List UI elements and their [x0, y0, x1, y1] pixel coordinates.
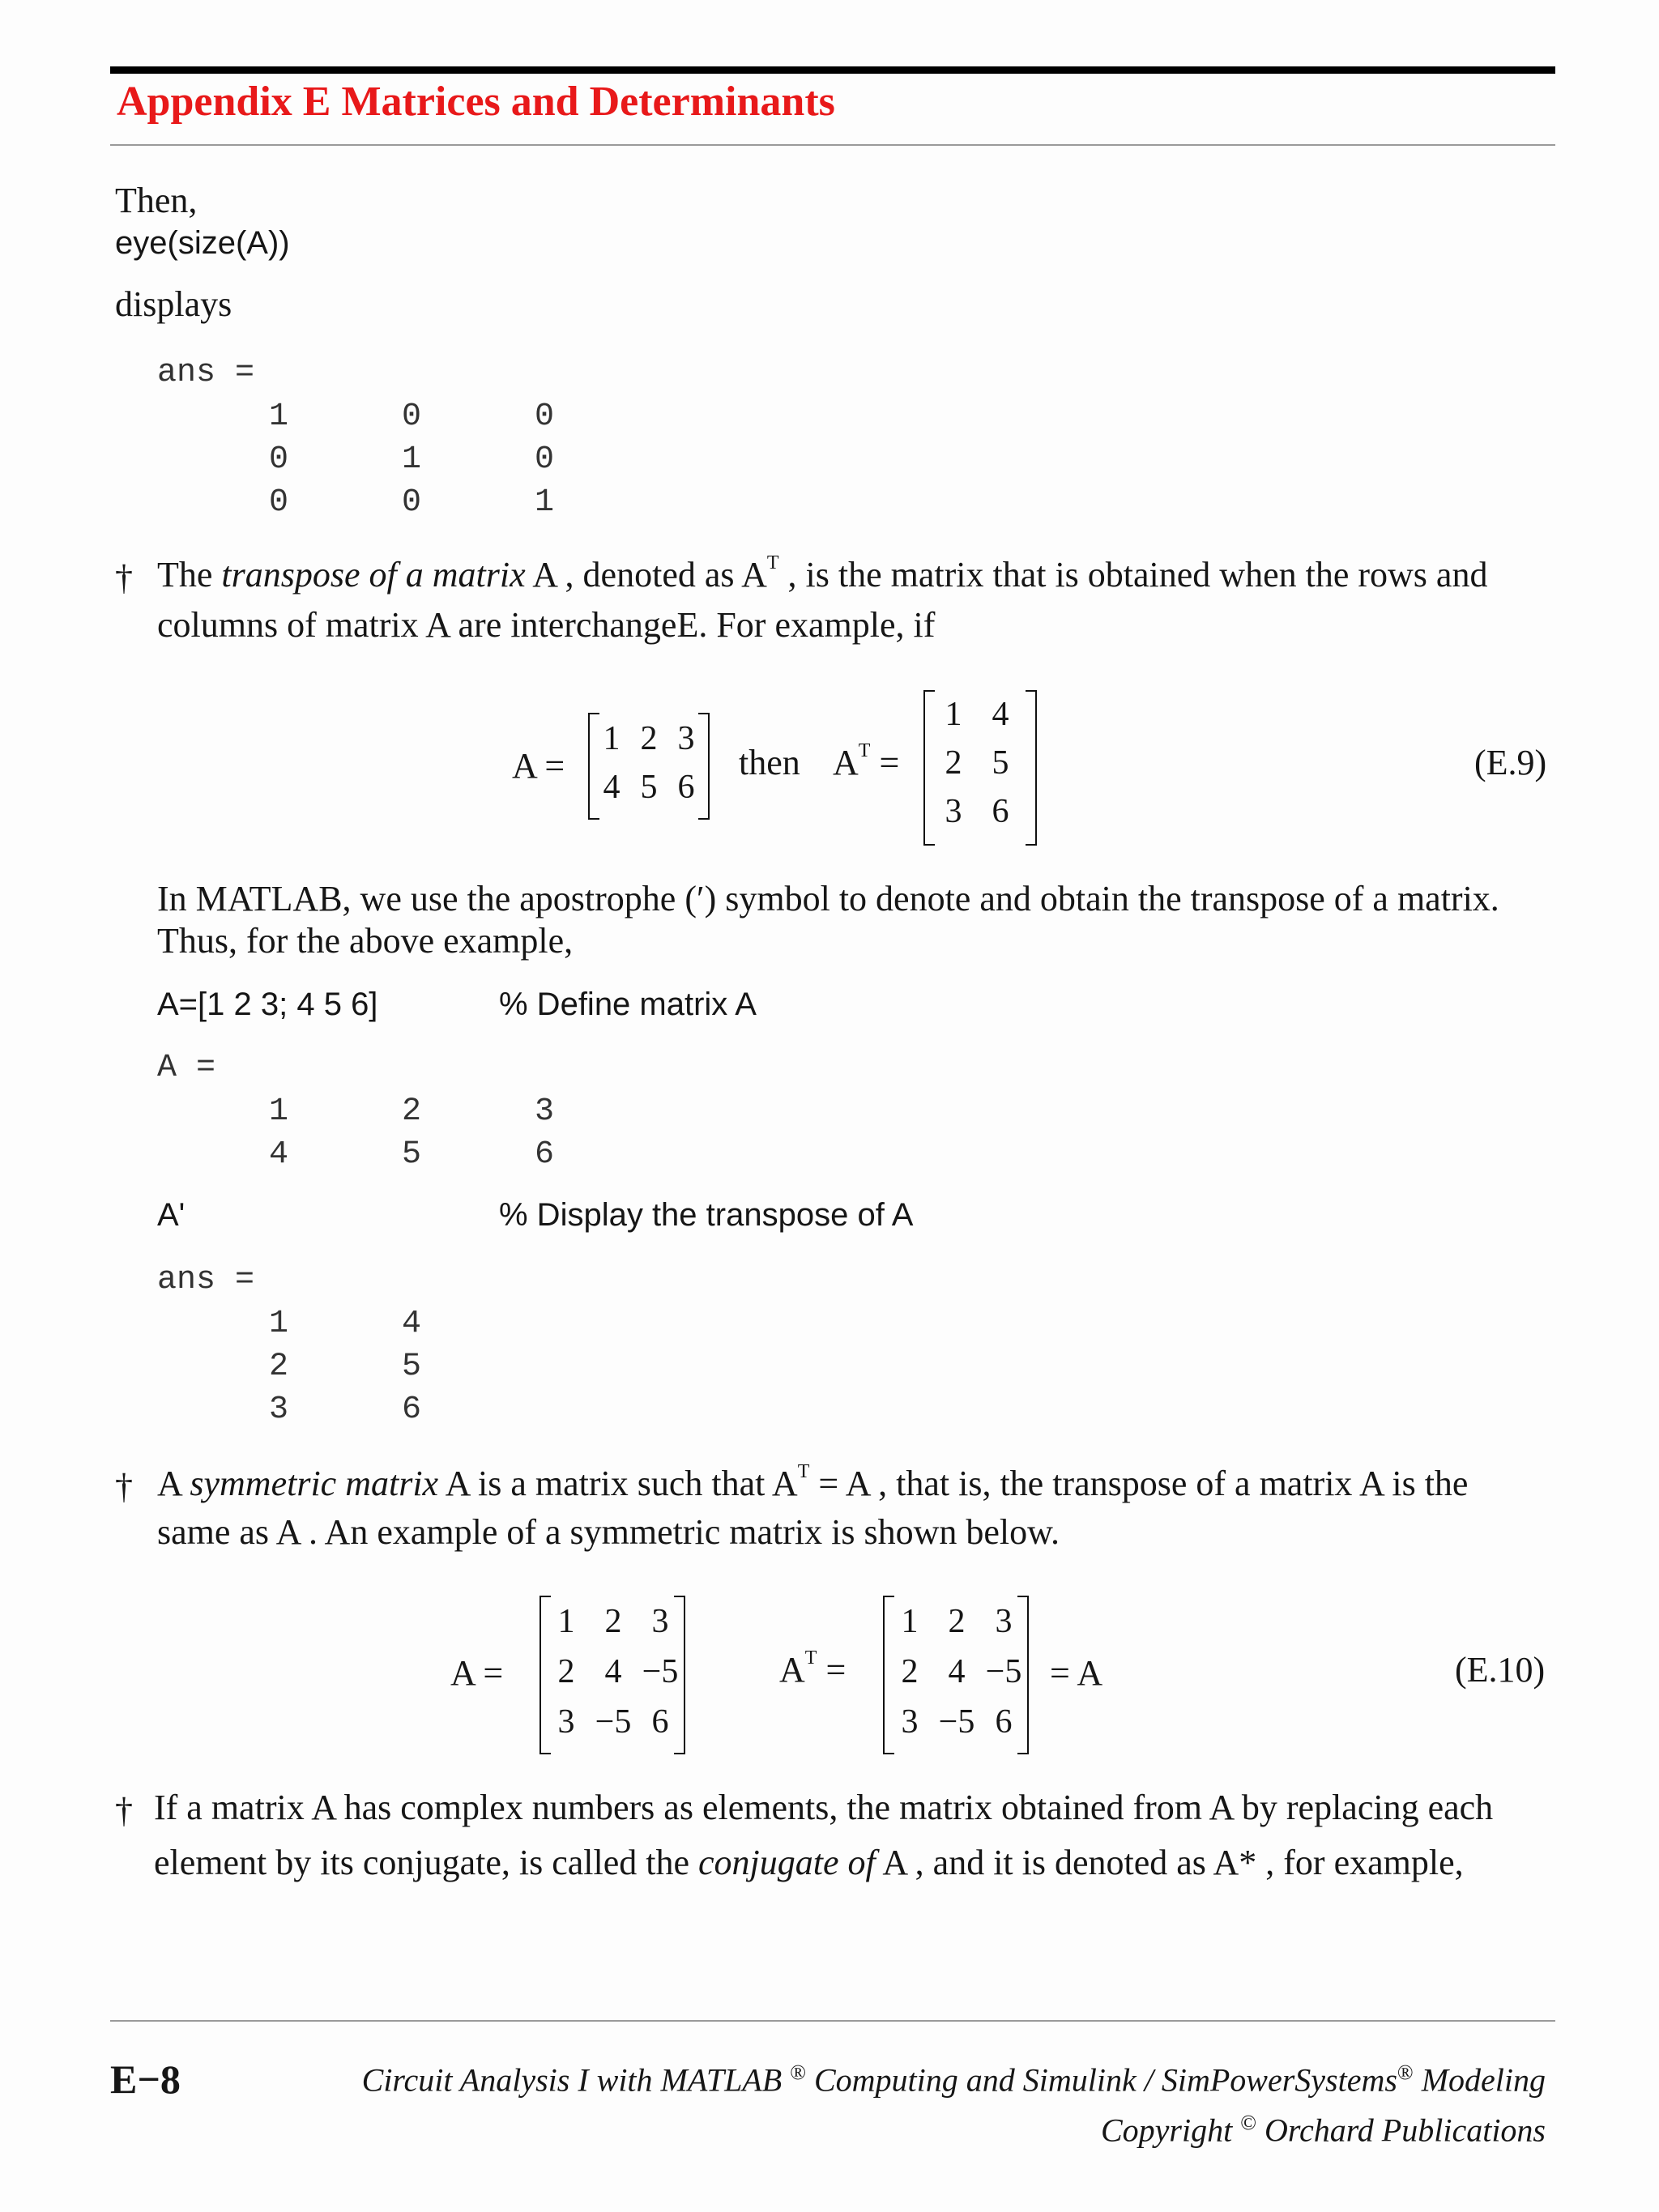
eq10-A-cell-r2c3: −5 — [642, 1653, 679, 1690]
identity-cell-r2c1: 0 — [269, 441, 289, 478]
eq9-A-cell-r1c1: 1 — [603, 720, 621, 757]
identity-cell-r1c1: 1 — [269, 399, 289, 435]
eq10-equals-A: = A — [1050, 1653, 1103, 1693]
eq9-AT-cell-r2c1: 2 — [945, 744, 962, 782]
eq10-A-cell-r1c3: 3 — [651, 1603, 669, 1640]
eq10-AT-label: $A^T$ = — [779, 1647, 847, 1690]
bullet-dagger: † — [115, 558, 133, 598]
eq9-then: then — [739, 743, 800, 782]
eq10-number: (E.10) — [1455, 1650, 1546, 1690]
eq10-A-cell-r2c2: 4 — [604, 1653, 622, 1690]
eq10-AT-cell-r2c3: −5 — [985, 1653, 1022, 1690]
identity-cell-r1c3: 0 — [535, 399, 555, 435]
eq10-matrix-AT — [883, 1596, 1029, 1754]
header-rule — [110, 66, 1555, 74]
text-then: Then, — [115, 181, 198, 220]
eq10-AT-cell-r3c2: −5 — [938, 1703, 975, 1741]
output-AT-cell-r2c2: 5 — [402, 1349, 422, 1385]
transpose-definition-line2: columns of matrix A are interchangeE. For example, if — [157, 605, 936, 645]
eq9-A-cell-r1c2: 2 — [640, 720, 658, 757]
identity-cell-r3c3: 1 — [535, 484, 555, 521]
bullet-dagger-3: † — [115, 1791, 133, 1831]
eq9-number: (E.9) — [1474, 743, 1547, 782]
symmetric-definition-line2: same as A . An example of a symmetric matrix is shown below. — [157, 1512, 1060, 1552]
eq10-AT-cell-r2c1: 2 — [901, 1653, 919, 1690]
output-A-cell-r2c3: 6 — [535, 1136, 555, 1173]
eq9-A-cell-r1c3: 3 — [677, 720, 695, 757]
eq9-matrix-AT — [923, 690, 1037, 846]
eq10-matrix-A — [539, 1596, 685, 1754]
output-A-cell-r2c2: 5 — [402, 1136, 422, 1173]
eq9-AT-cell-r1c1: 1 — [945, 696, 962, 733]
output-AT-cell-r2c1: 2 — [269, 1349, 289, 1385]
eq9-matrix-A — [588, 713, 710, 820]
output-AT-cell-r3c2: 6 — [402, 1392, 422, 1428]
output-ans-label: ans = — [157, 355, 255, 391]
copyright: Copyright © Orchard Publications — [1100, 2111, 1546, 2149]
eq9-lhs: A = — [512, 746, 565, 786]
eq10-AT-cell-r3c1: 3 — [901, 1703, 919, 1741]
eq9-AT-cell-r1c2: 4 — [992, 696, 1009, 733]
identity-cell-r3c2: 0 — [402, 484, 422, 521]
eq10-lhs: A = — [450, 1653, 504, 1693]
identity-cell-r2c2: 1 — [402, 441, 422, 478]
output-A-cell-r1c2: 2 — [402, 1093, 422, 1130]
code-transpose-A: A' — [157, 1197, 186, 1233]
eq9-AT-label: $A^T$ = — [833, 740, 900, 782]
eq10-A-cell-r1c1: 1 — [557, 1603, 575, 1640]
footer-divider — [110, 2020, 1555, 2022]
identity-cell-r2c3: 0 — [535, 441, 555, 478]
page-number: E−8 — [110, 2056, 181, 2102]
matlab-para-line1: In MATLAB, we use the apostrophe (′) symbol to denote and obtain the transpose of a matrix. — [157, 879, 1499, 918]
text-displays: displays — [115, 284, 232, 324]
eq9-AT-cell-r3c1: 3 — [945, 793, 962, 830]
eq9-AT-cell-r2c2: 5 — [992, 744, 1009, 782]
output-A-label: A = — [157, 1050, 216, 1086]
symmetric-definition-line1: A symmetric matrix A is a matrix such that $A^T = A$ , that is, the transpose of a matrix A is the — [157, 1461, 1469, 1503]
transpose-definition-line1: The transpose of a matrix A , denoted as $A^T$ , is the matrix that is obtained when the rows and — [157, 552, 1488, 595]
code-eye-size: eye(size(A)) — [115, 225, 290, 261]
output-A-cell-r1c1: 1 — [269, 1093, 289, 1130]
bullet-dagger-2: † — [115, 1467, 133, 1507]
eq9-A-cell-r2c3: 6 — [677, 769, 695, 806]
book-title: Circuit Analysis I with MATLAB ® Computing and Simulink / SimPowerSystems® Modeling — [361, 2061, 1546, 2099]
output-A-cell-r2c1: 4 — [269, 1136, 289, 1173]
eq10-A-cell-r3c1: 3 — [557, 1703, 575, 1741]
conjugate-definition-line1: If a matrix A has complex numbers as elements, the matrix obtained from A by replacing each — [154, 1788, 1494, 1827]
page-header-title: Appendix E Matrices and Determinants — [117, 79, 835, 125]
eq10-AT-cell-r1c1: 1 — [901, 1603, 919, 1640]
eq10-AT-cell-r1c3: 3 — [995, 1603, 1013, 1640]
eq10-AT-cell-r3c3: 6 — [995, 1703, 1013, 1741]
code-define-A-comment: % Define matrix A — [499, 987, 757, 1022]
identity-cell-r1c2: 0 — [402, 399, 422, 435]
eq10-A-cell-r1c2: 2 — [604, 1603, 622, 1640]
output-AT-cell-r3c1: 3 — [269, 1392, 289, 1428]
eq9-A-cell-r2c1: 4 — [603, 769, 621, 806]
eq10-A-cell-r3c3: 6 — [651, 1703, 669, 1741]
code-define-A: A=[1 2 3; 4 5 6] — [157, 987, 378, 1022]
code-transpose-comment: % Display the transpose of A — [499, 1197, 914, 1233]
output-ans-label-2: ans = — [157, 1262, 255, 1298]
eq10-AT-cell-r1c2: 2 — [948, 1603, 966, 1640]
eq10-A-cell-r2c1: 2 — [557, 1653, 575, 1690]
conjugate-definition-line2: element by its conjugate, is called the conjugate of A , and it is denoted as A* , for example, — [154, 1843, 1464, 1882]
matlab-para-line2: Thus, for the above example, — [157, 921, 574, 961]
eq10-A-cell-r3c2: −5 — [595, 1703, 632, 1741]
header-divider — [110, 144, 1555, 146]
eq9-A-cell-r2c2: 5 — [640, 769, 658, 806]
output-AT-cell-r1c2: 4 — [402, 1306, 422, 1342]
identity-cell-r3c1: 0 — [269, 484, 289, 521]
eq9-AT-cell-r3c2: 6 — [992, 793, 1009, 830]
output-A-cell-r1c3: 3 — [535, 1093, 555, 1130]
eq10-AT-cell-r2c2: 4 — [948, 1653, 966, 1690]
output-AT-cell-r1c1: 1 — [269, 1306, 289, 1342]
